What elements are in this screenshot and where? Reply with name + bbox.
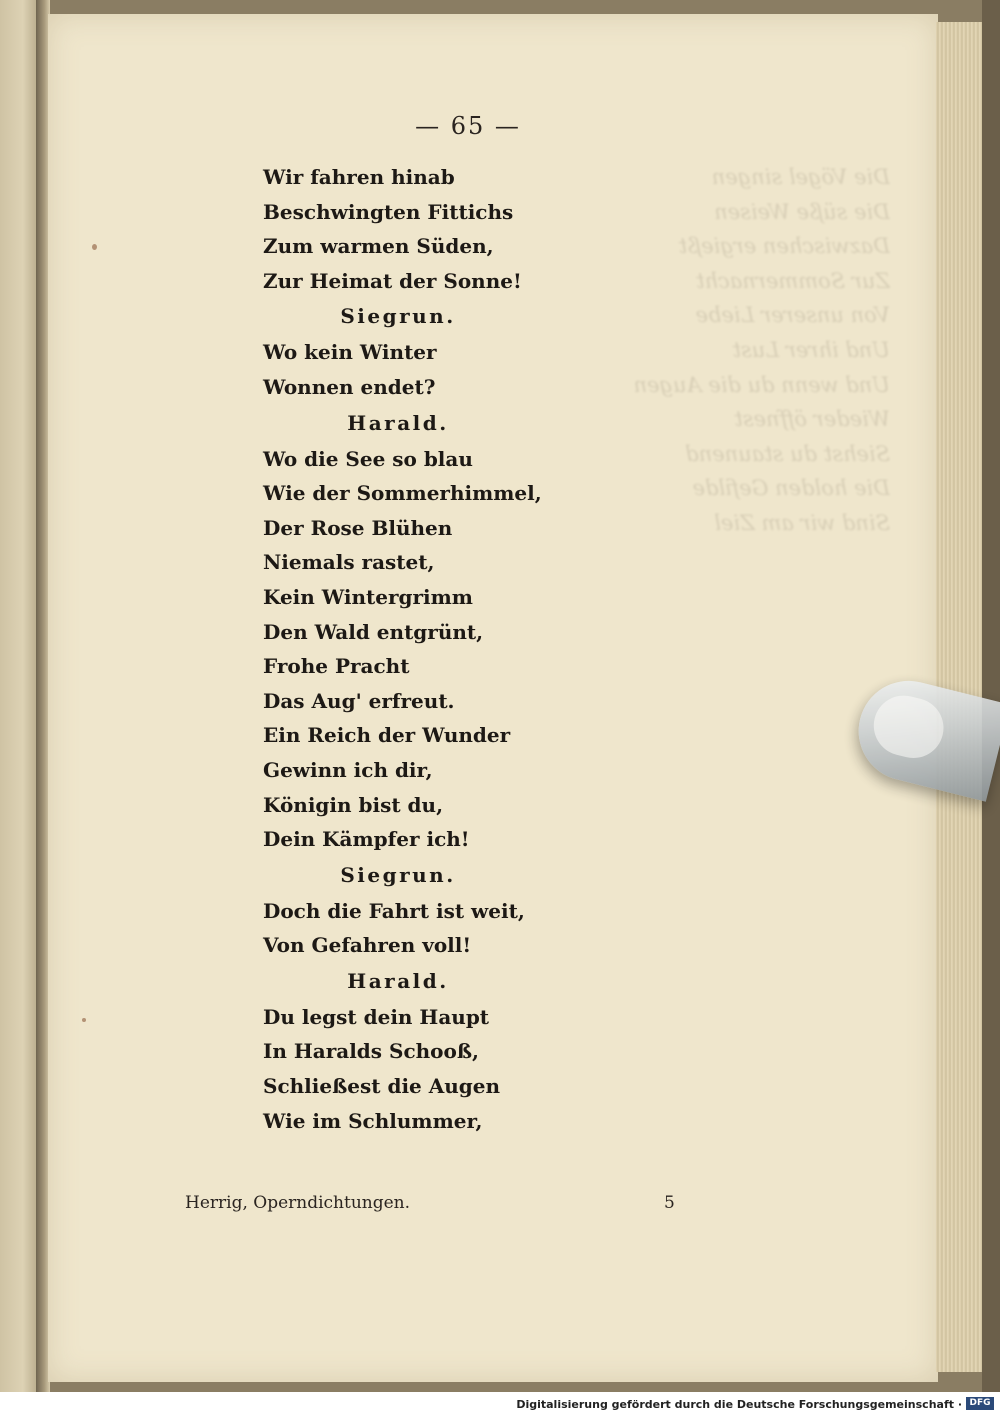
page-number: — 65 — (415, 112, 521, 140)
verse-line: Der Rose Blühen (263, 515, 453, 540)
bleed-through-text: Die Vögel singen Die süße Weisen Dazwischen ergießt Zur Sommernacht Von unserer Liebe Und ihrer Lust Und wenn du die Augen Wieder öffnest Siehst du staunend Die holden Gefilde Sind wir am Ziel (633, 165, 890, 535)
verse-line: Das Aug' erfreut. (263, 688, 455, 713)
left-page-edge (0, 0, 38, 1392)
verse-line: Den Wald entgrünt, (263, 619, 484, 644)
speaker-name: Harald. (347, 968, 449, 993)
speaker-name: Siegrun. (340, 304, 456, 329)
verse-line: Von Gefahren voll! (263, 933, 472, 958)
verse-line: Kein Wintergrimm (263, 584, 473, 609)
poem-text (263, 160, 583, 1138)
dfg-logo: DFG (966, 1397, 994, 1410)
verse-line: Beschwingten Fittichs (263, 199, 514, 224)
verse-line: Schließest die Augen (263, 1074, 501, 1099)
dfg-credit: Digitalisierung gefördert durch die Deutsche Forschungsgemeinschaft · (516, 1398, 962, 1411)
paper-spot (92, 244, 97, 250)
verse-line: Königin bist du, (263, 792, 444, 817)
footer-signature: Herrig, Operndichtungen. (185, 1193, 411, 1213)
verse-line: Frohe Pracht (263, 654, 410, 679)
footer-sheet-number: 5 (664, 1193, 675, 1213)
verse-line: Niemals rastet, (263, 550, 435, 575)
verse-line: Zum warmen Süden, (263, 234, 494, 259)
speaker-name: Siegrun. (340, 862, 456, 887)
verse-line: Zur Heimat der Sonne! (263, 268, 522, 293)
verse-line: Doch die Fahrt ist weit, (263, 898, 525, 923)
paper-spot (82, 1018, 86, 1022)
verse-line: Gewinn ich dir, (263, 757, 433, 782)
speaker-name: Harald. (347, 410, 449, 435)
verse-line: Du legst dein Haupt (263, 1004, 490, 1029)
verse-line: Wo die See so blau (263, 446, 473, 471)
verse-line: In Haralds Schooß, (263, 1039, 480, 1064)
verse-line: Wonnen endet? (263, 374, 436, 399)
verse-line: Dein Kämpfer ich! (263, 827, 470, 852)
verse-line: Ein Reich der Wunder (263, 723, 511, 748)
verse-line: Wie im Schlummer, (263, 1108, 483, 1133)
scan-right-margin (982, 0, 1000, 1392)
verse-line: Wir fahren hinab (263, 165, 455, 189)
verse-line: Wo kein Winter (263, 340, 437, 365)
verse-line: Wie der Sommerhimmel, (263, 481, 542, 506)
